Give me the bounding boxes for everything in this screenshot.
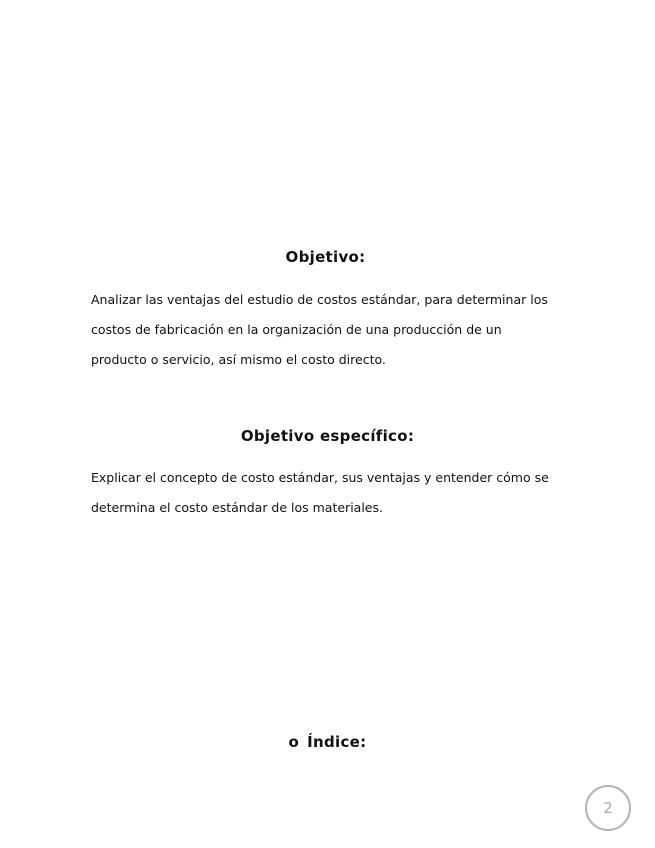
- paragraph-line: costos de fabricación en la organización de una producción de un: [91, 322, 502, 337]
- objetivo-paragraph: [91, 285, 571, 375]
- indice-title: Índice:: [307, 733, 367, 751]
- page-number-badge: 2: [585, 785, 631, 831]
- bullet-marker: o: [288, 733, 300, 751]
- paragraph-line: determina el costo estándar de los materiales.: [91, 500, 383, 515]
- paragraph-line: Analizar las ventajas del estudio de costos estándar, para determinar los: [91, 292, 548, 307]
- indice-heading: [0, 733, 655, 751]
- objetivo-especifico-heading: Objetivo específico:: [240, 427, 415, 445]
- paragraph-line: producto o servicio, así mismo el costo directo.: [91, 352, 386, 367]
- paragraph-line: Explicar el concepto de costo estándar, sus ventajas y entender cómo se: [91, 470, 549, 485]
- objetivo-heading: Objetivo:: [285, 248, 366, 266]
- objetivo-especifico-paragraph: [91, 463, 571, 523]
